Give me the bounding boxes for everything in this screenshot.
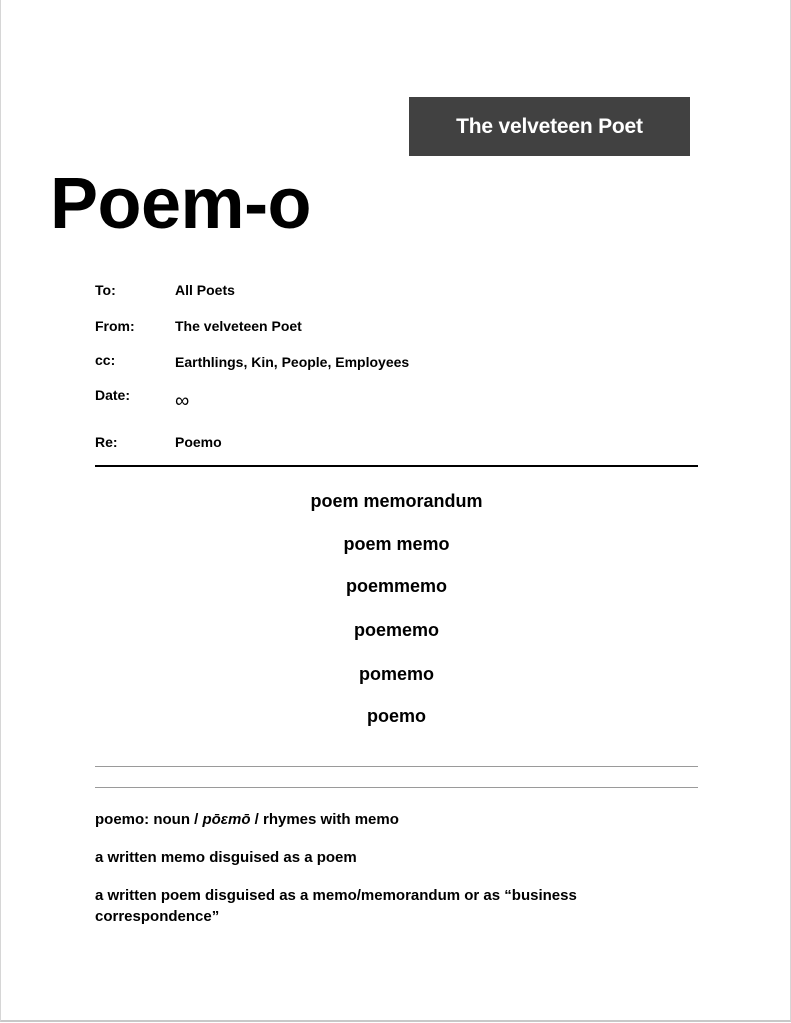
to-value: All Poets bbox=[175, 282, 235, 298]
poem-line: poemo bbox=[366, 706, 426, 726]
page-title: Poem-o bbox=[50, 164, 312, 244]
date-value: ∞ bbox=[175, 390, 190, 412]
definition-meaning: a written memo disguised as a poem bbox=[95, 849, 357, 866]
re-value: Poemo bbox=[175, 434, 222, 450]
divider-line bbox=[95, 766, 698, 767]
from-value: The velveteen Poet bbox=[175, 318, 302, 334]
poem-line: poememo bbox=[353, 620, 440, 640]
from-label: From: bbox=[95, 318, 135, 334]
poem-line: poem memo bbox=[343, 534, 450, 554]
divider-line bbox=[95, 787, 698, 788]
author-banner-text: The velveteen Poet bbox=[456, 114, 643, 138]
cc-label: cc: bbox=[95, 352, 116, 368]
to-label: To: bbox=[95, 282, 116, 298]
poem-line: pomemo bbox=[358, 664, 434, 684]
definition-word: poemo: noun / bbox=[95, 811, 203, 828]
author-banner bbox=[409, 97, 690, 156]
poem-line: poemmemo bbox=[345, 576, 448, 596]
definition-meaning: a written poem disguised as a memo/memorandum or as “business correspondence” bbox=[95, 887, 577, 925]
header-divider bbox=[95, 465, 698, 467]
definition-heading bbox=[95, 809, 655, 830]
rhymes-text: / rhymes with memo bbox=[250, 811, 399, 828]
cc-value: Earthlings, Kin, People, Employees bbox=[175, 354, 410, 370]
poem-line: poem memorandum bbox=[310, 491, 483, 511]
date-label: Date: bbox=[95, 387, 131, 403]
re-label: Re: bbox=[95, 434, 118, 450]
pronunciation: pōɛmō bbox=[202, 811, 251, 828]
